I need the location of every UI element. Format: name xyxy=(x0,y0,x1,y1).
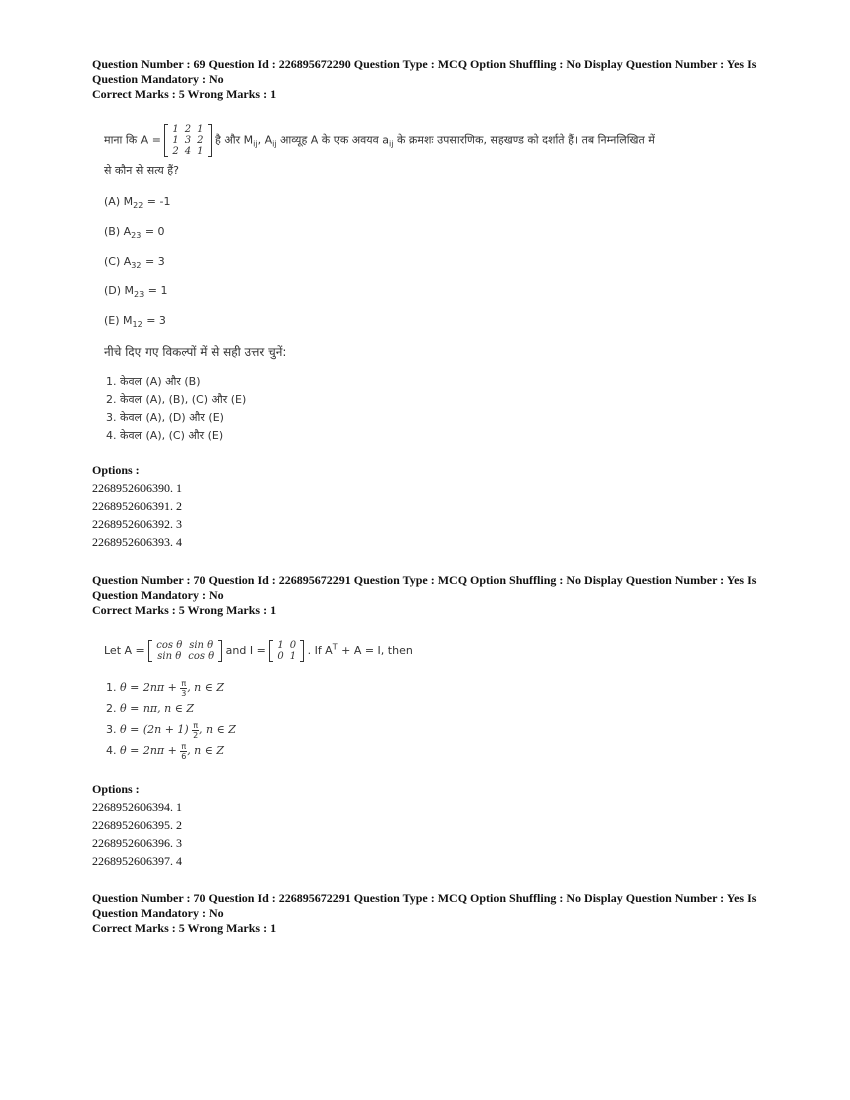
fraction-numerator: π xyxy=(181,741,187,751)
q70-stem-text-b: + A = I, then xyxy=(337,644,413,657)
statement-rest: = 0 xyxy=(141,225,165,238)
q69-header-line1: Question Number : 69 Question Id : 226895672290 Question Type : MCQ Option Shuffling : No Display Question Number : Yes Is xyxy=(92,57,757,71)
statement-d xyxy=(104,284,167,299)
statement-c xyxy=(104,255,165,270)
q69-header-line2: Question Mandatory : No xyxy=(92,72,224,86)
q70-matrix-a xyxy=(148,640,222,662)
statement-b xyxy=(104,225,165,240)
statement-sub: 12 xyxy=(132,320,143,330)
q69-options-list xyxy=(92,479,182,551)
q70-options-title: Options : xyxy=(92,782,140,796)
answer-item: 4. केवल (A), (C) और (E) xyxy=(106,429,224,442)
answer-num: 3. xyxy=(106,723,117,736)
matrix-cell: 1 xyxy=(197,146,204,157)
answer-expr: θ = nπ, n ∈ Z xyxy=(120,702,195,715)
q69-sub-ij: ij xyxy=(253,139,258,149)
statement-sub: 32 xyxy=(131,261,142,271)
matrix-cell: sin θ xyxy=(157,651,182,662)
matrix-cell: 0 xyxy=(277,651,284,662)
q70-stem xyxy=(104,640,413,662)
statement-label: (B) A xyxy=(104,225,132,238)
q70b-header-line2: Question Mandatory : No xyxy=(92,906,224,920)
q70-header-line3: Correct Marks : 5 Wrong Marks : 1 xyxy=(92,603,277,617)
statement-rest: = 1 xyxy=(144,284,168,297)
matrix-cell: cos θ xyxy=(156,640,183,651)
q69-stem-text-d: के क्रमशः उपसारणिक, सहखण्ड को दर्शाते हैं। तब निम्नलिखित में xyxy=(393,133,655,147)
statement-rest: = 3 xyxy=(141,255,165,268)
matrix-cell: sin θ xyxy=(189,640,214,651)
q69-stem-text-b: , A xyxy=(257,133,273,147)
statement-rest: = 3 xyxy=(142,314,166,327)
answer-item: 1. केवल (A) और (B) xyxy=(106,375,201,388)
option-item: 2268952606392. 3 xyxy=(92,517,182,531)
statement-label: (C) A xyxy=(104,255,132,268)
q69-sub-ij-2: ij xyxy=(272,139,277,149)
q69-stem-text-a: है और M xyxy=(215,133,254,147)
q69-answer-list xyxy=(106,373,246,445)
statement-sub: 22 xyxy=(133,201,144,211)
matrix-cell: cos θ xyxy=(188,651,215,662)
answer-num: 4. xyxy=(106,744,117,757)
statement-label: (A) M xyxy=(104,195,134,208)
answer-item xyxy=(106,719,236,740)
q69-sub-ij-3: ij xyxy=(389,139,394,149)
matrix-cell: 1 xyxy=(172,124,179,135)
fraction-denominator: 3 xyxy=(181,688,187,698)
q69-stem xyxy=(104,124,754,157)
q69-header xyxy=(92,57,762,102)
statement-sub: 23 xyxy=(134,290,145,300)
fraction-denominator: 2 xyxy=(193,730,199,740)
q70-header-line2: Question Mandatory : No xyxy=(92,588,224,602)
q70-options-list xyxy=(92,798,182,870)
answer-expr: θ = 2nπ + xyxy=(120,744,177,757)
q70-stem-prefix: Let A = xyxy=(104,644,145,657)
option-item: 2268952606391. 2 xyxy=(92,499,182,513)
answer-expr-post: , n ∈ Z xyxy=(187,681,225,694)
option-item: 2268952606395. 2 xyxy=(92,818,182,832)
matrix-cell: 1 xyxy=(172,135,179,146)
fraction-numerator: π xyxy=(193,720,199,730)
answer-item xyxy=(106,698,236,719)
q70-answer-list xyxy=(106,677,236,761)
fraction-numerator: π xyxy=(181,678,187,688)
answer-item: 2. केवल (A), (B), (C) और (E) xyxy=(106,393,247,406)
option-item: 2268952606390. 1 xyxy=(92,481,182,495)
matrix-cell: 0 xyxy=(289,640,297,651)
fraction-denominator: 6 xyxy=(181,751,187,761)
q70-header xyxy=(92,573,762,618)
answer-num: 1. xyxy=(106,681,117,694)
q69-stem-text-c: आव्यूह A के एक अवयव a xyxy=(276,133,390,147)
option-item: 2268952606393. 4 xyxy=(92,535,182,549)
answer-item: 3. केवल (A), (D) और (E) xyxy=(106,411,224,424)
q70b-header-line3: Correct Marks : 5 Wrong Marks : 1 xyxy=(92,921,277,935)
q69-stem-line2: से कौन से सत्य हैं? xyxy=(104,164,179,177)
q70b-header xyxy=(92,891,762,936)
q70-stem-text-a: . If A xyxy=(307,644,333,657)
statement-sub: 23 xyxy=(131,231,142,241)
statement-a xyxy=(104,195,170,210)
matrix-cell: 1 xyxy=(277,640,284,651)
statement-label: (D) M xyxy=(104,284,135,297)
q70b-header-line1: Question Number : 70 Question Id : 226895672291 Question Type : MCQ Option Shuffling : No Display Question Number : Yes Is xyxy=(92,891,757,905)
answer-expr: θ = (2n + 1) xyxy=(120,723,189,736)
q69-header-line3: Correct Marks : 5 Wrong Marks : 1 xyxy=(92,87,277,101)
answer-item xyxy=(106,677,236,698)
answer-expr-post: , n ∈ Z xyxy=(187,744,225,757)
q70-stem-sup: T xyxy=(332,642,338,652)
matrix-cell: 3 xyxy=(184,135,192,146)
matrix-cell: 2 xyxy=(184,124,192,135)
matrix-cell: 1 xyxy=(197,124,204,135)
matrix-cell: 2 xyxy=(197,135,204,146)
option-item: 2268952606396. 3 xyxy=(92,836,182,850)
answer-expr-post: , n ∈ Z xyxy=(199,723,236,736)
statement-rest: = -1 xyxy=(143,195,171,208)
q70-header-line1: Question Number : 70 Question Id : 226895672291 Question Type : MCQ Option Shuffling : No Display Question Number : Yes Is xyxy=(92,573,757,587)
matrix-cell: 2 xyxy=(172,146,179,157)
answer-item xyxy=(106,740,236,761)
option-item: 2268952606394. 1 xyxy=(92,800,182,814)
q70-stem-mid: and I = xyxy=(225,644,266,657)
statement-e xyxy=(104,314,166,329)
answer-expr: θ = 2nπ + xyxy=(120,681,177,694)
q69-stem-prefix: माना कि A = xyxy=(104,133,161,147)
q70-matrix-i xyxy=(269,640,304,662)
matrix-cell: 4 xyxy=(184,146,192,157)
q69-matrix xyxy=(164,124,211,157)
answer-num: 2. xyxy=(106,702,117,715)
matrix-cell: 1 xyxy=(289,651,297,662)
option-item: 2268952606397. 4 xyxy=(92,854,182,868)
q69-options-title: Options : xyxy=(92,463,140,477)
statement-label: (E) M xyxy=(104,314,133,327)
q69-choose-prompt: नीचे दिए गए विकल्पों में से सही उत्तर चुनें: xyxy=(104,345,287,359)
